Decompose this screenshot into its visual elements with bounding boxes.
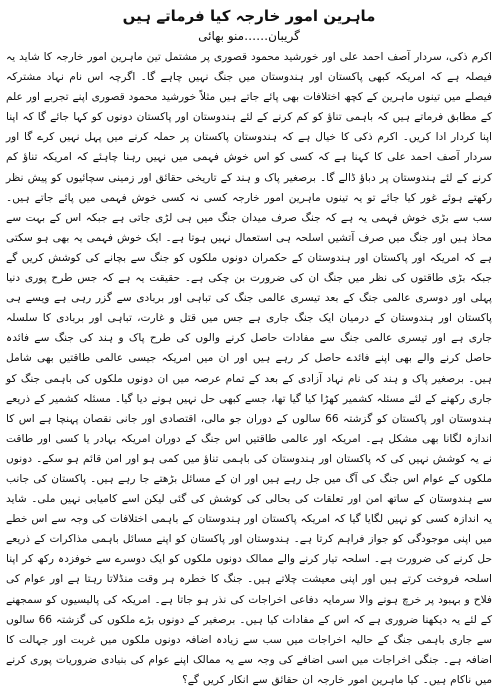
article-byline: گریبان……منو بھائی — [198, 29, 300, 43]
article-headline: ماہرین امور خارجہ کیا فرماتے ہیں — [122, 7, 376, 25]
article-body: اکرم ذکی، سردار آصف احمد علی اور خورشید محمود قصوری پر مشتمل تین ماہرین امور خارجہ کا شاید یہ فیصلہ ہے کہ امریکہ کبھی پاکستان اور ہندوستان میں جنگ نہیں چاہے گا۔ اگرچہ اس نام نہاد مشترکہ فیصلے میں تینوں ماہرین کے کچھ اختلافات بھی پائے جاتے ہیں مثلاً خورشید محمود قصوری اپنے تجربے اور علم کے مطابق فرماتے ہیں کہ باہمی تناؤ کو کم کرنے کے لئے ہندوستان اور پاکستان دونوں کو کہا جائے گا کہ اپنا اپنا کردار ادا کریں۔ اکرم ذکی کا خیال ہے کہ ہندوستان پاکستان پر حملہ کرنے میں پہل نہیں کرے گا اور سردار آصف احمد علی کا کہنا ہے کہ کسی کو اس خوش فہمی میں نہیں رہنا چاہئے کہ امریکہ تناؤ کم کرنے کے لئے ہندوستان پر دباؤ ڈالے گا۔ برصغیر پاک و ہند کے تاریخی حقائق اور زمینی سچائیوں کو پیش نظر رکھتے ہوئے غور کیا جائے تو یہ تینوں ماہرین امور خارجہ کسی نہ کسی خوش فہمی میں پائے جاتے ہیں۔ سب سے بڑی خوش فہمی یہ ہے کہ جنگ صرف میدان جنگ میں ہی لڑی جاتی ہے جبکہ اس کے بہت سے محاذ ہیں اور جنگ میں صرف آتشیں اسلحہ ہی استعمال نہیں ہوتا ہے۔ ایک خوش فہمی یہ بھی ہو سکتی ہے کہ امریکہ اور پاکستان اور ہندوستان کے حکمران دونوں ملکوں کو جنگ سے بچانے کی کوشش کریں گے جبکہ بڑی طاقتوں کی نظر میں جنگ ان کی ضرورت بن چکی ہے۔ حقیقت یہ ہے کہ جس طرح پوری دنیا پہلی اور دوسری عالمی جنگ کے بعد تیسری عالمی جنگ کی تباہی اور بربادی سے گزر رہی ہے ویسے ہی پاکستان اور ہندوستان کے درمیان ایک جنگ جاری ہے جس میں قتل و غارت، تباہی اور بربادی کا سلسلہ جاری ہے اور تیسری عالمی جنگ سے مفادات حاصل کرنے والوں کی طرح پاک و ہند کی جنگ سے فائدہ حاصل کرنے والے بھی اپنے فائدے حاصل کر رہے ہیں اور ان میں امریکہ جیسی عالمی طاقتیں بھی شامل ہیں۔ برصغیر پاک و ہند کی نام نہاد آزادی کے بعد کے تمام عرصہ میں ان دونوں ملکوں کی باہمی جنگ کو جاری رکھنے کے لئے مسئلہ کشمیر کھڑا کیا گیا تھا، جسے کبھی حل نہیں ہونے دیا گیا۔ مسئلہ کشمیر کے ذریعے ہندوستان اور پاکستان کو گزشتہ 66 سالوں کے دوران جو مالی، اقتصادی اور جانی نقصان پہنچا ہے اس کا اندازہ لگانا بھی مشکل ہے۔ امریکہ اور عالمی طاقتیں اس جنگ کے دوران امریکہ بہادر یا کسی اور طاقت نے یہ کوشش نہیں کی کہ پاکستان اور ہندوستان کی باہمی تناؤ میں کمی ہو اور امن قائم ہو سکے۔ دونوں ملکوں کے عوام اس جنگ کی آگ میں جل رہے ہیں اور ان کے مسائل بڑھتے جا رہے ہیں۔ پاکستان کی جانب سے ہندوستان کے ساتھ امن اور تعلقات کی بحالی کی کوشش کی گئی لیکن اسے کامیابی نہیں ملی۔ شاید یہ اندازہ کسی کو نہیں لگایا گیا کہ امریکہ پاکستان اور ہندوستان کے باہمی اختلافات کی وجہ سے اس خطے میں اپنی موجودگی کو جواز فراہم کرتا ہے۔ ہندوستان اور پاکستان کو اپنے مسائل باہمی مذاکرات کے ذریعے حل کرنے کی ضرورت ہے۔ اسلحہ تیار کرنے والے ممالک دونوں ملکوں کو ایک دوسرے سے خوفزدہ رکھ کر اپنا اسلحہ فروخت کرتے ہیں اور اپنی معیشت چلاتے ہیں۔ جنگ کا خطرہ ہر وقت منڈلاتا رہتا ہے اور عوام کی فلاح و بہبود پر خرچ ہونے والا سرمایہ دفاعی اخراجات کی نذر ہو جاتا ہے۔ امریکہ کی پالیسیوں کو سمجھنے کے لئے یہ دیکھنا ضروری ہے کہ اس کے مفادات کیا ہیں۔ برصغیر کے دونوں بڑے ملکوں کی گزشتہ 66 سالوں سے جاری باہمی جنگ کے حالیہ اخراجات میں سب سے زیادہ اضافہ دونوں ملکوں میں غربت اور جہالت کا اضافہ ہے۔ جنگی اخراجات میں اسی اضافے کی وجہ سے یہ ممالک اپنے عوام کی بنیادی ضروریات پوری کرنے میں ناکام ہیں۔ کیا ماہرین امور خارجہ ان حقائق سے انکار کریں گے؟ — [6, 51, 493, 686]
